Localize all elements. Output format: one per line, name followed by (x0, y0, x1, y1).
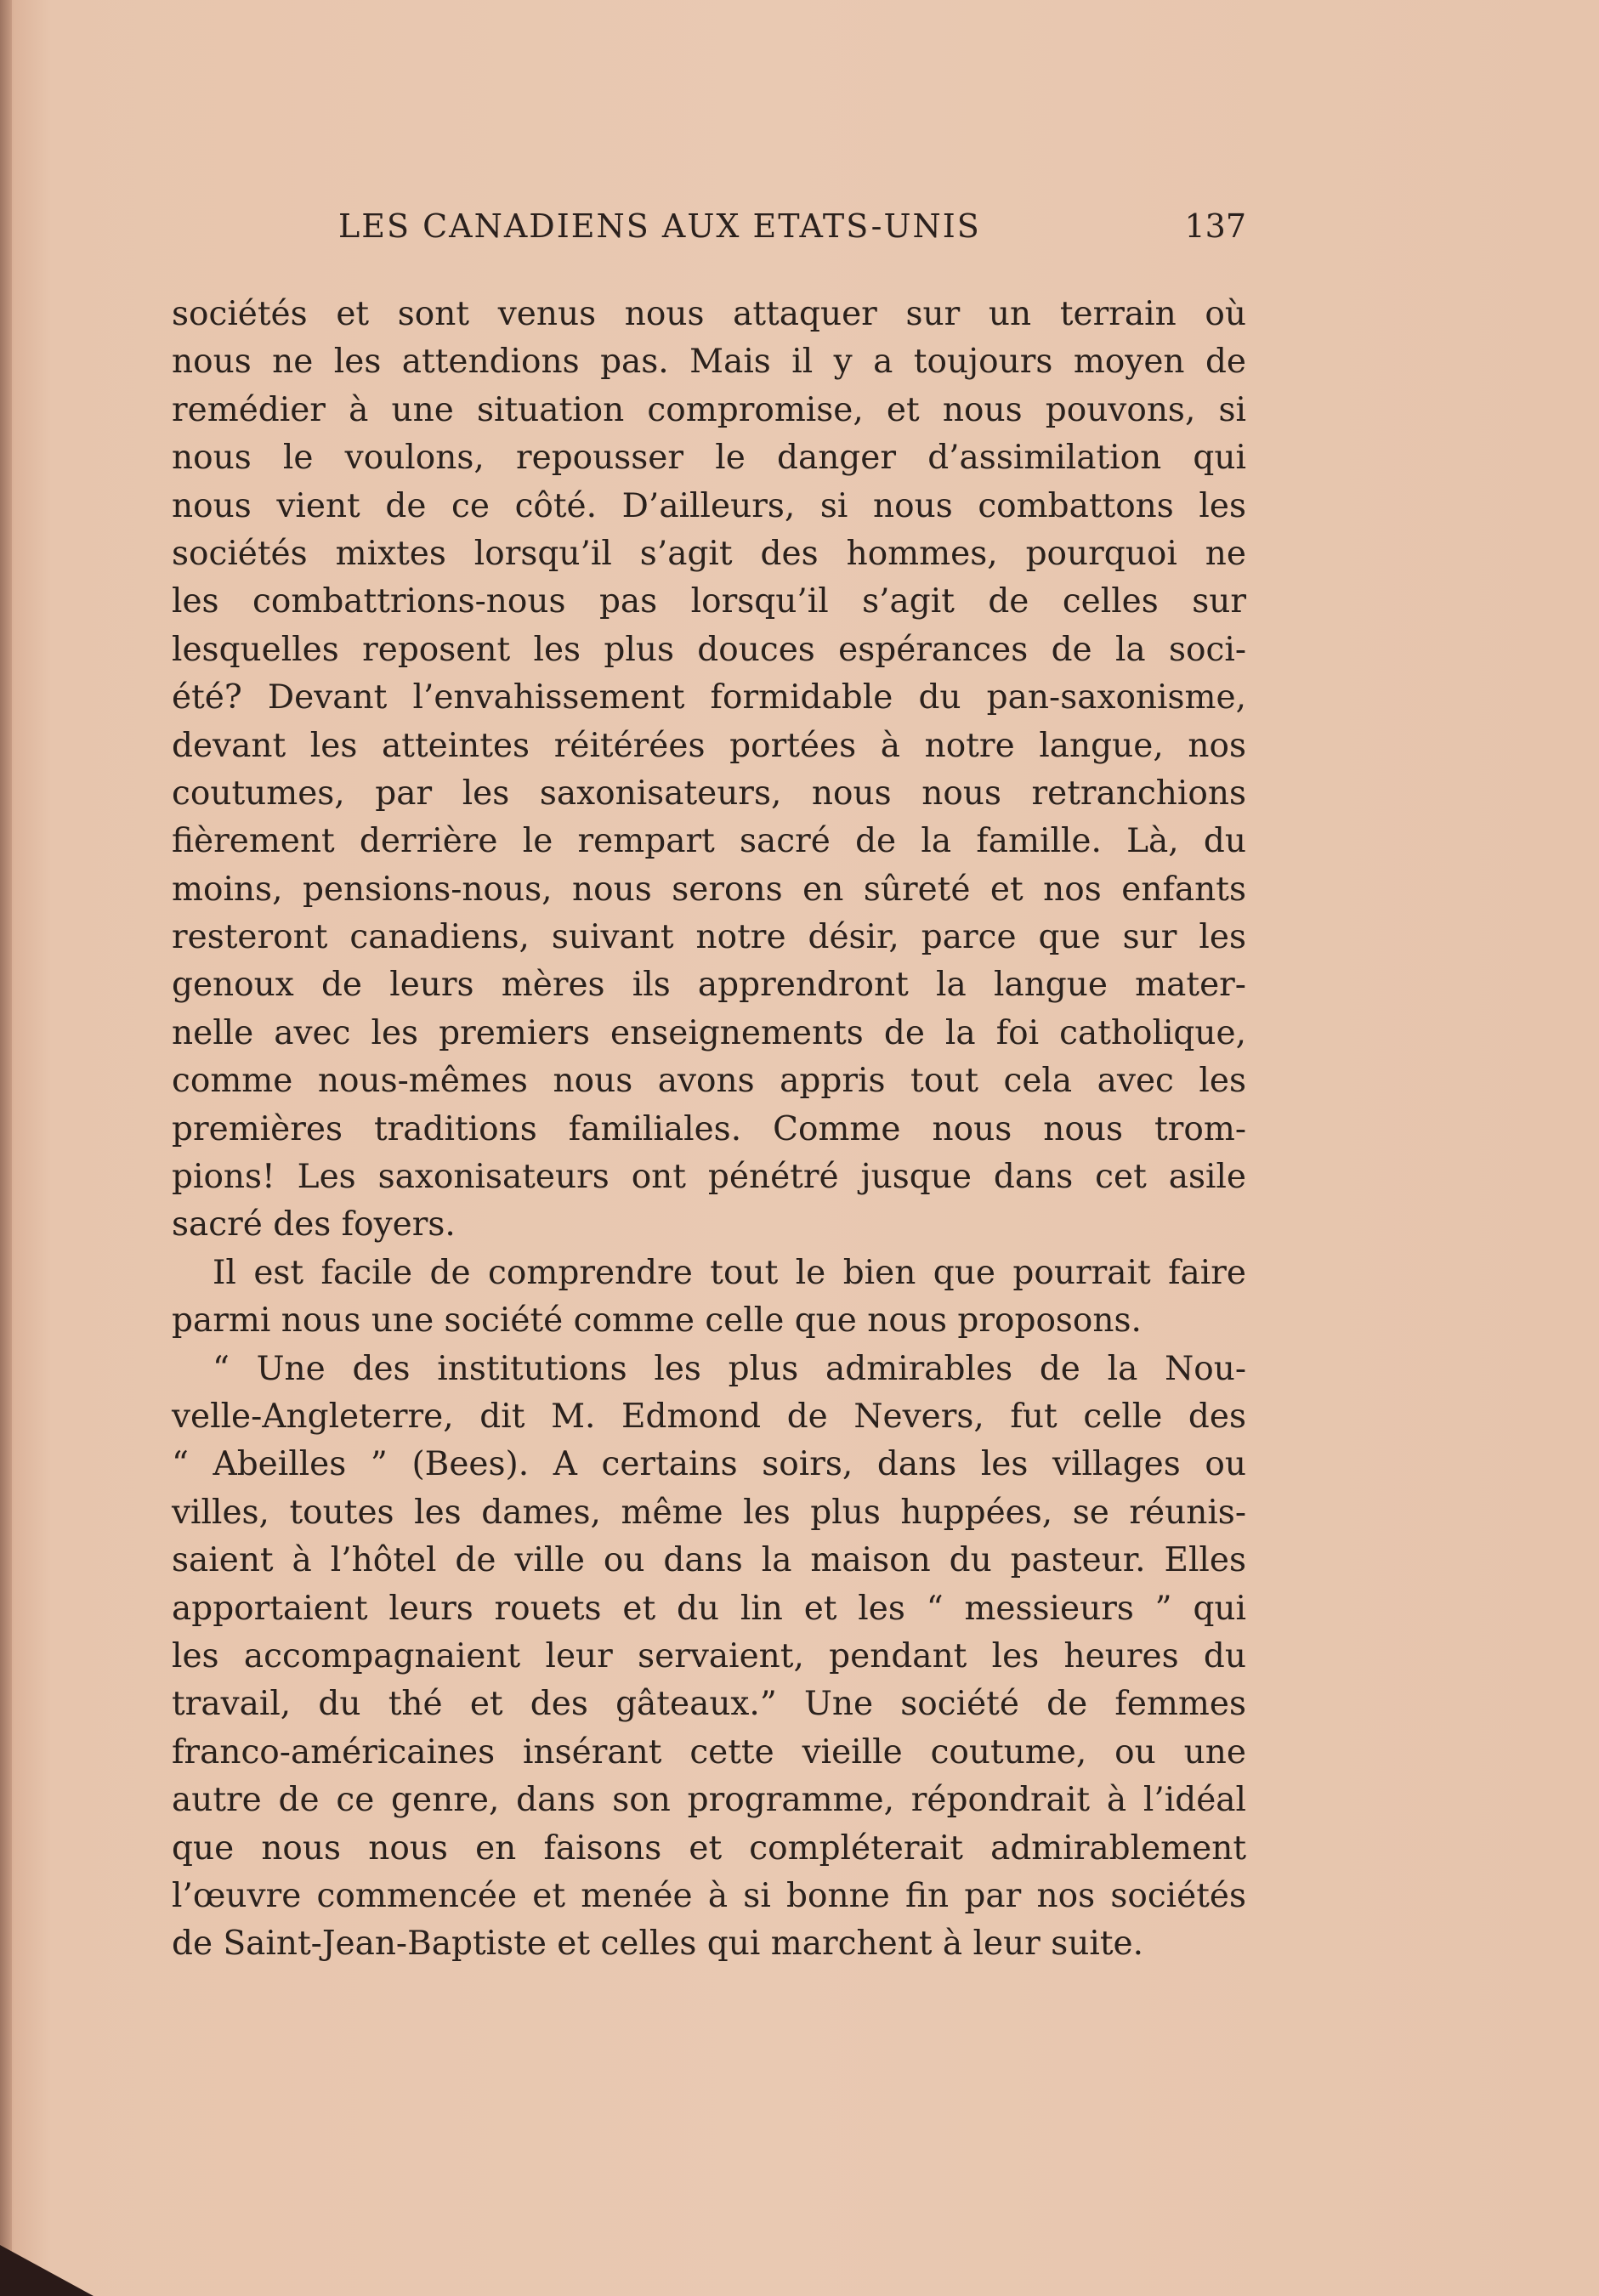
text-line: fièrement derrière le rempart sacré de la famille. Là, du (172, 822, 1246, 861)
text-line: été? Devant l’envahissement formidable du pan-saxonisme, (172, 678, 1246, 717)
text-line: nelle avec les premiers enseignements de la foi catholique, (172, 1013, 1246, 1052)
text-line: nous vient de ce côté. D’ailleurs, si nous combattons les (172, 486, 1246, 525)
text-line: moins, pensions-nous, nous serons en sûreté et nos enfants (172, 870, 1246, 909)
text-line: parmi nous une société comme celle que nous proposons. (172, 1301, 1142, 1341)
text-line: saient à l’hôtel de ville ou dans la maison du pasteur. Elles (172, 1541, 1246, 1580)
text-line: sacré des foyers. (172, 1205, 456, 1244)
text-line: comme nous-mêmes nous avons appris tout cela avec les (172, 1062, 1246, 1101)
text-line: remédier à une situation compromise, et nous pouvons, si (172, 390, 1246, 429)
text-line: sociétés et sont venus nous attaquer sur un terrain où (172, 295, 1246, 333)
text-line: genoux de leurs mères ils apprendront la langue mater- (172, 966, 1246, 1005)
text-line: nous le voulons, repousser le danger d’assimilation qui (172, 439, 1246, 478)
text-line: coutumes, par les saxonisateurs, nous nous retranchions (172, 774, 1246, 813)
text-line: les combattrions-nous pas lorsqu’il s’agit de celles sur (172, 582, 1246, 621)
text-line: villes, toutes les dames, même les plus huppées, se réunis- (172, 1493, 1246, 1532)
text-line: sociétés mixtes lorsqu’il s’agit des hommes, pourquoi ne (172, 534, 1246, 573)
page-number: 137 (1184, 207, 1246, 245)
text-line: nous ne les attendions pas. Mais il y a toujours moyen de (172, 343, 1246, 382)
text-line: que nous nous en faisons et compléterait admirablement (172, 1828, 1246, 1868)
text-line: premières traditions familiales. Comme nous nous trom- (172, 1109, 1246, 1148)
page-header (338, 207, 1246, 250)
book-spine-edge (0, 0, 12, 2296)
running-title: LES CANADIENS AUX ETATS-UNIS (338, 207, 981, 245)
text-line: “ Une des institutions les plus admirables de la Nou- (213, 1349, 1246, 1388)
text-line: resteront canadiens, suivant notre désir, parce que sur les (172, 918, 1246, 957)
text-line: les accompagnaient leur servaient, pendant les heures du (172, 1636, 1246, 1675)
text-line: autre de ce genre, dans son programme, répondrait à l’idéal (172, 1781, 1246, 1820)
text-line: pions! Les saxonisateurs ont pénétré jusque dans cet asile (172, 1158, 1246, 1197)
text-line: velle-Angleterre, dit M. Edmond de Nevers, fut celle des (172, 1397, 1246, 1436)
text-line: apportaient leurs rouets et du lin et les “ messieurs ” qui (172, 1589, 1246, 1628)
text-line: l’œuvre commencée et menée à si bonne fin par nos sociétés (172, 1876, 1246, 1915)
dark-corner-shadow (0, 2245, 94, 2296)
body-text (172, 291, 1246, 1969)
text-line: lesquelles reposent les plus douces espérances de la soci- (172, 630, 1246, 669)
text-line: “ Abeilles ” (Bees). A certains soirs, dans les villages ou (172, 1445, 1246, 1484)
text-line: travail, du thé et des gâteaux.” Une société de femmes (172, 1685, 1246, 1724)
text-line: franco-américaines insérant cette vieille coutume, ou une (172, 1732, 1246, 1772)
text-line: devant les atteintes réitérées portées à notre langue, nos (172, 726, 1246, 765)
text-line: Il est facile de comprendre tout le bien que pourrait faire (213, 1253, 1246, 1292)
text-line: de Saint-Jean-Baptiste et celles qui marchent à leur suite. (172, 1925, 1143, 1964)
